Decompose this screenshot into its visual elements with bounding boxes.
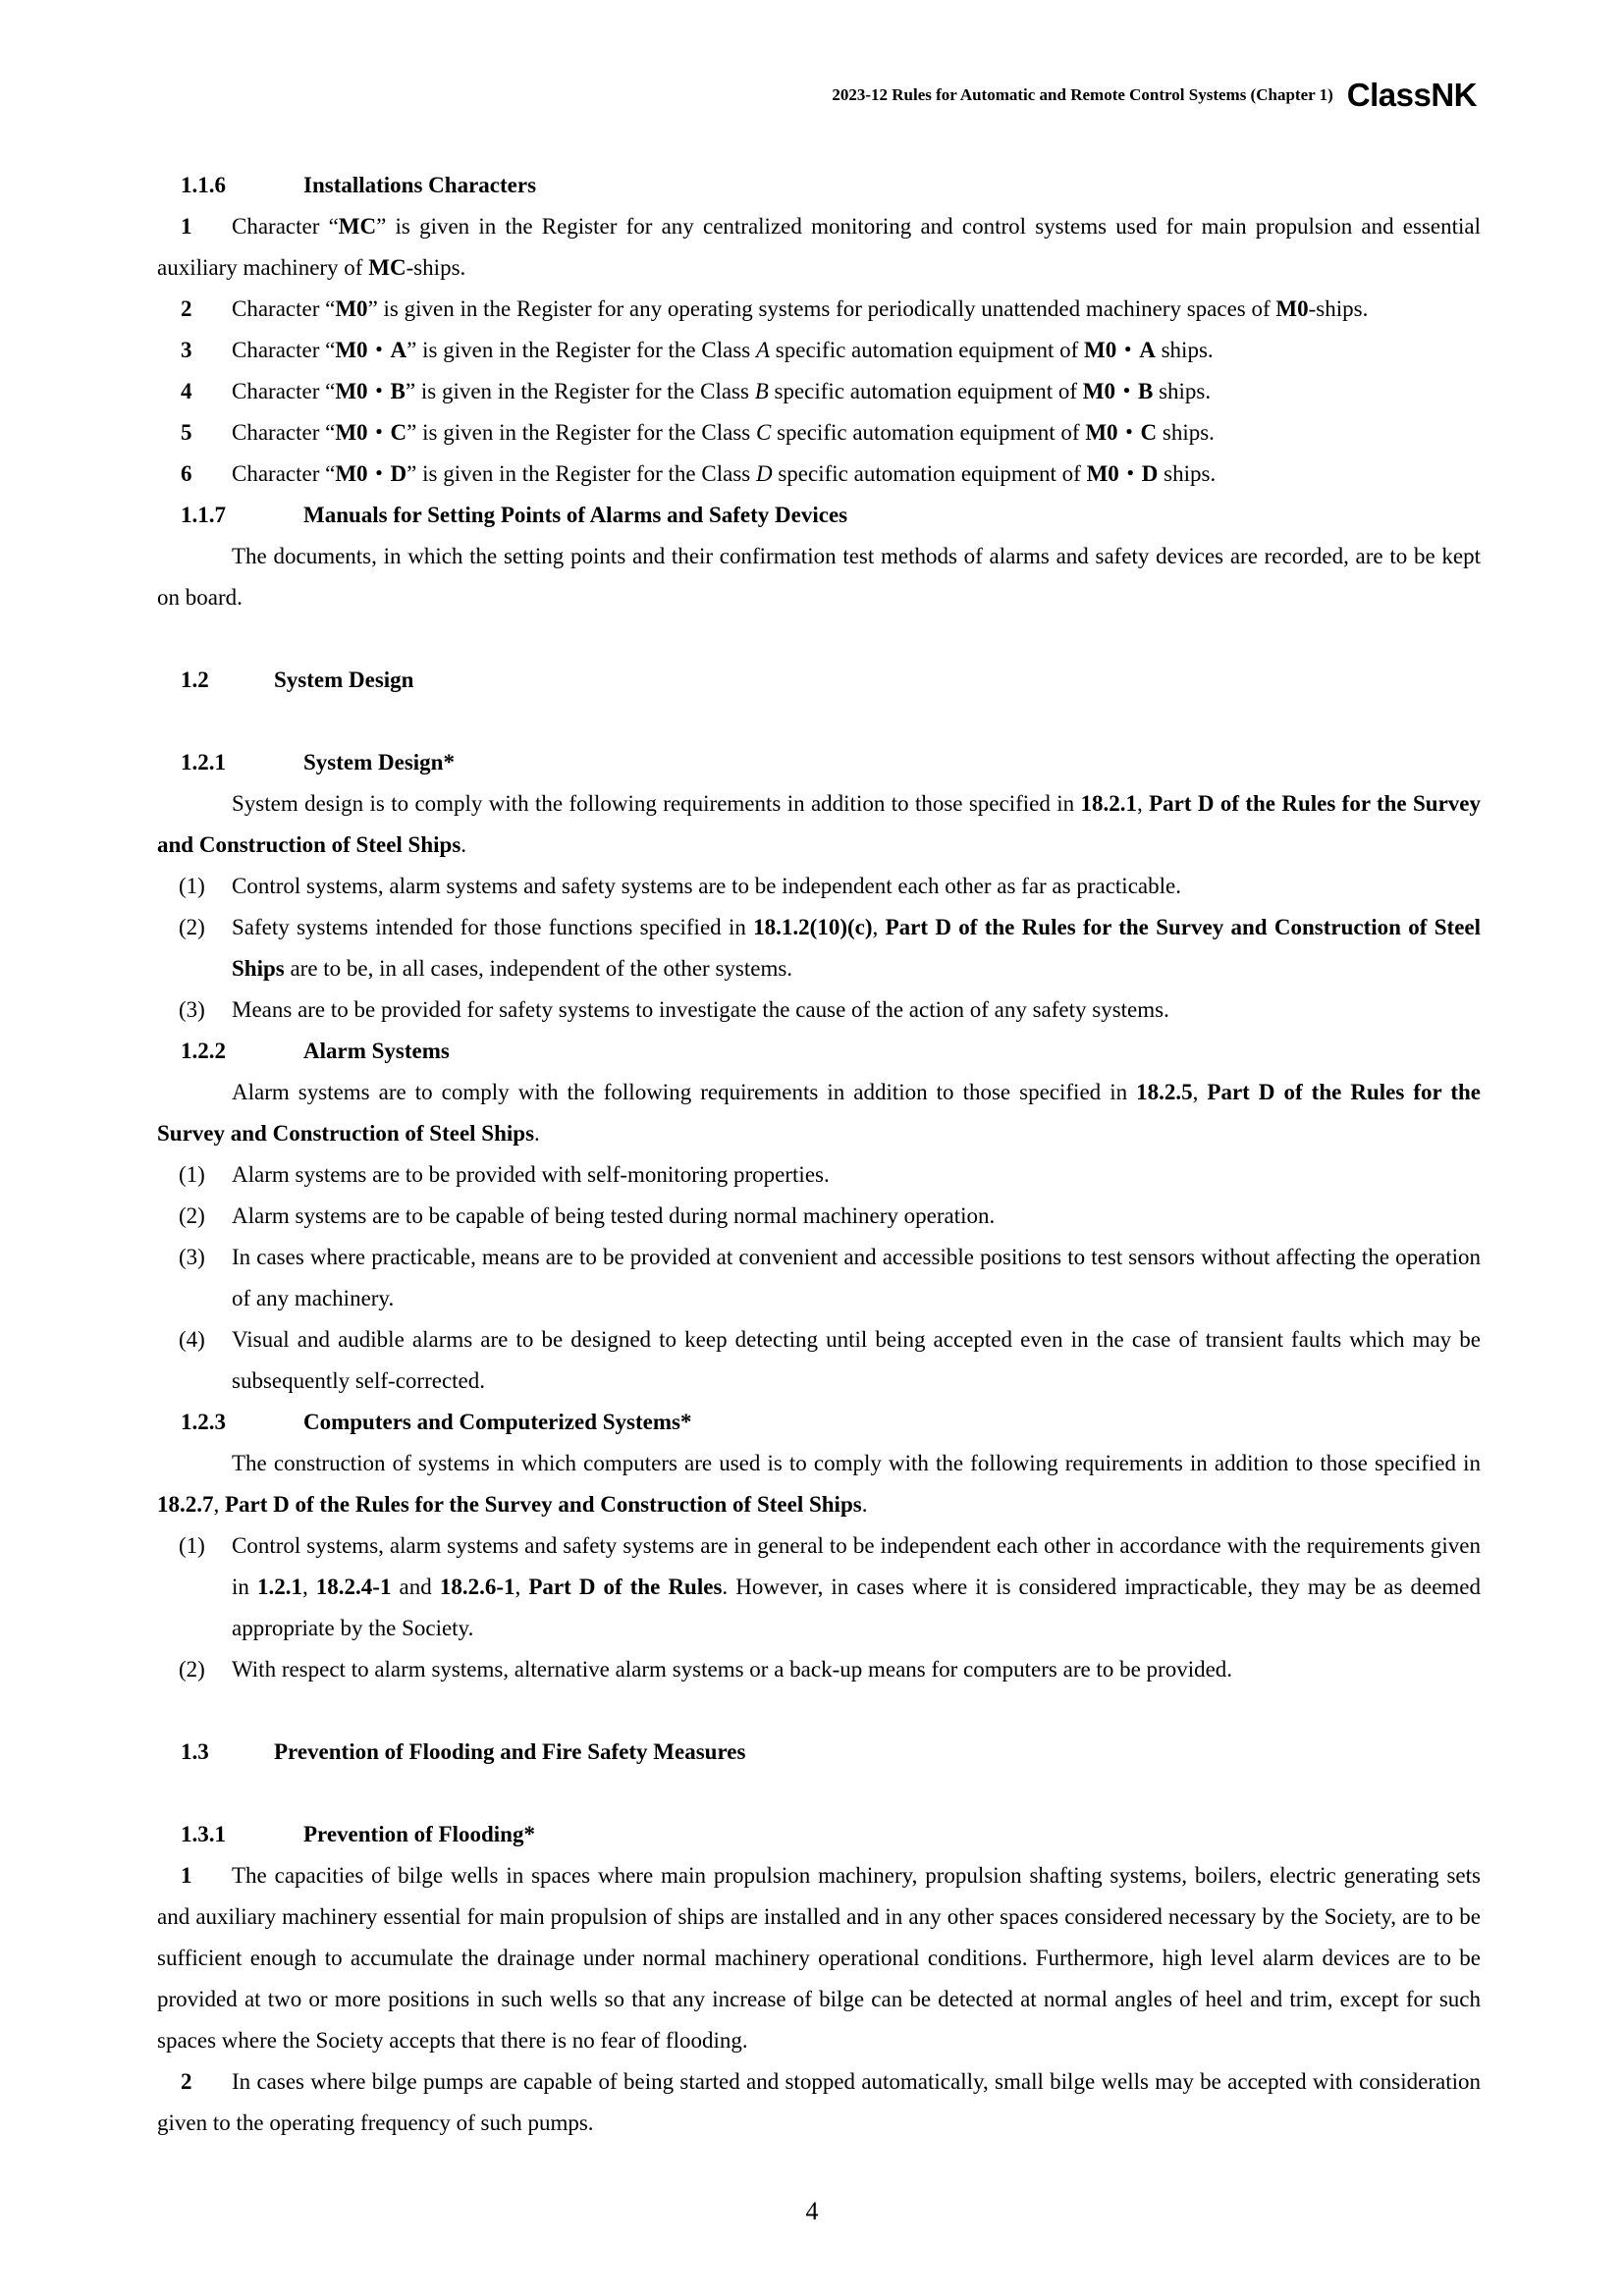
paragraph-1-1-6-6: 6 Character “M0・D” is given in the Register for the Class D specific automation equipment of M0・D ships. bbox=[181, 461, 1217, 486]
list-item-1-2-1-2: (2) Safety systems intended for those functions specified in 18.1.2(10)(c), Part D of the Rules for the Survey and Construction of Steel Ships are to be, in all cases, independent of the other systems. bbox=[179, 915, 1481, 981]
paragraph-1-2-3-intro: The construction of systems in which computers are used is to comply with the following requirements in addition to those specified in 18.2.7, Part D of the Rules for the Survey and Construction of Steel Ships. bbox=[157, 1451, 1481, 1517]
list-item-1-2-2-2: (2) Alarm systems are to be capable of being tested during normal machinery operation. bbox=[179, 1203, 996, 1228]
section-heading-1-3: 1.3 Prevention of Flooding and Fire Safety Measures bbox=[181, 1739, 746, 1764]
list-item-1-2-3-2: (2) With respect to alarm systems, alternative alarm systems or a back-up means for computers are to be provided. bbox=[179, 1657, 1233, 1682]
section-heading-1-2-2: 1.2.2 Alarm Systems bbox=[181, 1039, 450, 1063]
paragraph-1-1-6-1: 1 Character “MC” is given in the Register for any centralized monitoring and control systems used for main propulsion and essential auxiliary machinery of MC-ships. bbox=[157, 214, 1481, 280]
paragraph-1-3-1-1: 1 The capacities of bilge wells in spaces where main propulsion machinery, propulsion shafting systems, boilers, electric generating sets and auxiliary machinery essential for main propulsion of ships are installed and in any other spaces considered necessary by the Society, are to be sufficient enough to accumulate the drainage under normal machinery operational conditions. Furthermore, high level alarm devices are to be provided at two or more positions in such wells so that any increase of bilge can be detected at normal angles of heel and trim, except for such spaces where the Society accepts that there is no fear of flooding. bbox=[157, 1863, 1481, 2053]
section-heading-1-2-1: 1.2.1 System Design* bbox=[181, 750, 455, 774]
paragraph-1-2-1-intro: System design is to comply with the following requirements in addition to those specified in 18.2.1, Part D of the Rules for the Survey and Construction of Steel Ships. bbox=[157, 791, 1481, 857]
list-item-1-2-3-1: (1) Control systems, alarm systems and safety systems are in general to be independent each other in accordance with the requirements given in 1.2.1, 18.2.4-1 and 18.2.6-1, Part D of the Rules. However, in cases where it is considered impracticable, they may be as deemed appropriate by the Society. bbox=[179, 1533, 1482, 1640]
document-body bbox=[157, 165, 1481, 2144]
page-number: 4 bbox=[805, 2197, 819, 2225]
page-header bbox=[832, 79, 1477, 111]
paragraph-1-1-6-3: 3 Character “M0・A” is given in the Register for the Class A specific automation equipment of M0・A ships. bbox=[181, 338, 1214, 362]
paragraph-1-2-2-intro: Alarm systems are to comply with the following requirements in addition to those specified in 18.2.5, Part D of the Rules for the Survey and Construction of Steel Ships. bbox=[157, 1080, 1481, 1146]
paragraph-1-1-6-2: 2 Character “M0” is given in the Register for any operating systems for periodically unattended machinery spaces of M0-ships. bbox=[181, 296, 1369, 321]
classnk-logo: ClassNK bbox=[1346, 77, 1477, 113]
paragraph-1-1-7: The documents, in which the setting points and their confirmation test methods of alarms and safety devices are recorded, are to be kept on board. bbox=[157, 544, 1481, 610]
section-heading-1-1-7: 1.1.7 Manuals for Setting Points of Alarms and Safety Devices bbox=[181, 503, 848, 527]
section-heading-1-2-3: 1.2.3 Computers and Computerized Systems* bbox=[181, 1410, 692, 1434]
paragraph-1-1-6-5: 5 Character “M0・C” is given in the Register for the Class C specific automation equipment of M0・C ships. bbox=[181, 420, 1215, 445]
paragraph-1-3-1-2: 2 In cases where bilge pumps are capable of being started and stopped automatically, small bilge wells may be accepted with consideration given to the operating frequency of such pumps. bbox=[157, 2069, 1481, 2135]
section-heading-1-1-6: 1.1.6 Installations Characters bbox=[181, 173, 537, 197]
section-heading-1-3-1: 1.3.1 Prevention of Flooding* bbox=[181, 1822, 535, 1846]
list-item-1-2-1-3: (3) Means are to be provided for safety systems to investigate the cause of the action of any safety systems. bbox=[179, 997, 1169, 1022]
list-item-1-2-2-1: (1) Alarm systems are to be provided with self-monitoring properties. bbox=[179, 1162, 830, 1187]
list-item-1-2-1-1: (1) Control systems, alarm systems and safety systems are to be independent each other as far as practicable. bbox=[179, 874, 1181, 898]
section-heading-1-2: 1.2 System Design bbox=[181, 667, 414, 692]
list-item-1-2-2-3: (3) In cases where practicable, means are to be provided at convenient and accessible positions to test sensors without affecting the operation of any machinery. bbox=[179, 1245, 1481, 1310]
paragraph-1-1-6-4: 4 Character “M0・B” is given in the Register for the Class B specific automation equipment of M0・B ships. bbox=[181, 379, 1212, 403]
list-item-1-2-2-4: (4) Visual and audible alarms are to be designed to keep detecting until being accepted even in the case of transient faults which may be subsequently self-corrected. bbox=[179, 1327, 1481, 1393]
running-header-title: 2023-12 Rules for Automatic and Remote Control Systems (Chapter 1) bbox=[832, 84, 1333, 104]
